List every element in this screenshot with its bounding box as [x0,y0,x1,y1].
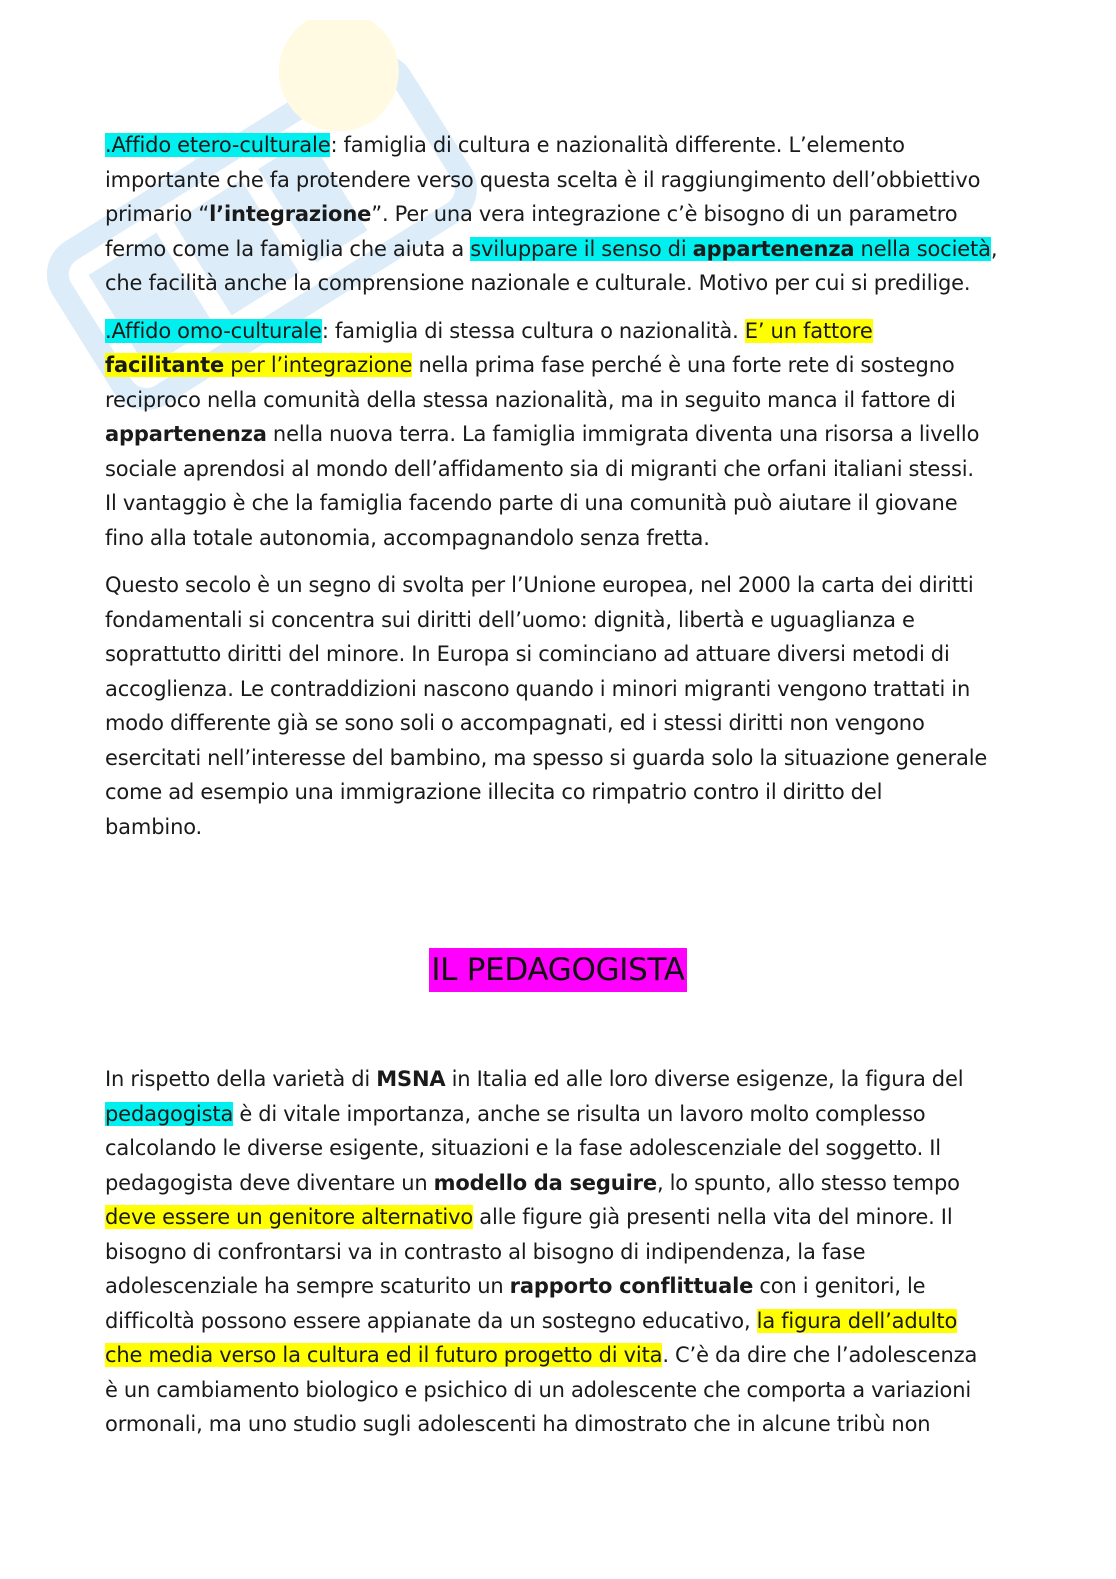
text-line [105,383,1015,418]
text-line [105,637,1015,672]
text-line [105,1407,1015,1442]
text-run: , lo spunto, allo stesso tempo [656,1170,960,1195]
text-run: sociale aprendosi al mondo dell’affidamento sia di migranti che orfani italiani stessi. [105,456,974,481]
highlighted-text: deve essere un genitore alternativo [105,1205,474,1229]
section-title: IL PEDAGOGISTA [429,948,686,992]
text-line [105,452,1015,487]
text-run: ”. Per una vera integrazione c’è bisogno di un parametro [371,202,958,226]
text-run: alle figure già presenti nella vita del minore. Il [473,1205,953,1229]
text-run: è un cambiamento biologico e psichico di un adolescente che comporta a variazioni [105,1377,972,1402]
bold-text: MSNA [376,1067,446,1091]
text-line [105,1166,1015,1201]
highlighted-text: .Affido omo-culturale [105,318,322,343]
highlighted-text: facilitante [105,353,225,377]
highlighted-text: pedagogista [105,1101,234,1126]
document-body [105,128,1015,857]
text-line [105,232,1015,267]
section-body [105,1062,1015,1455]
text-run: In rispetto della varietà di [105,1067,377,1091]
text-line [105,568,1015,603]
text-run: reciproco nella comunità della stessa nazionalità, ma in seguito manca il fattore di [105,387,956,412]
highlighted-text: E’ un fattore [744,318,873,343]
paragraph-unione-europea [105,568,1015,844]
bold-text: modello da seguire [433,1170,657,1195]
text-line [105,775,1015,810]
paragraph-affido-omo-culturale [105,314,1015,556]
bold-text: l’integrazione [209,202,372,226]
text-line [105,741,1015,776]
text-run: nella nuova terra. La famiglia immigrata diventa una risorsa a livello [266,422,980,446]
text-run: fermo come la famiglia che aiuta a [105,236,471,261]
highlighted-text: .Affido etero-culturale [105,133,331,157]
text-line [105,1062,1015,1097]
text-line [105,1235,1015,1270]
text-run: : famiglia di cultura e nazionalità differente. L’elemento [330,133,905,157]
text-run: modo differente già se sono soli o accompagnati, ed i stessi diritti non vengono [105,711,925,735]
text-line [105,197,1015,232]
highlighted-text: sviluppare il senso di [470,236,693,261]
text-line [105,128,1015,163]
text-run: con i genitori, le [753,1274,926,1298]
text-line [105,706,1015,741]
text-line [105,486,1015,521]
text-run: è di vitale importanza, anche se risulta un lavoro molto complesso [233,1101,926,1126]
paragraph-affido-etero-culturale [105,128,1015,301]
highlighted-text: per l’integrazione [224,353,413,377]
text-run: pedagogista deve diventare un [105,1170,434,1195]
text-line [105,810,1015,845]
bold-text: appartenenza [105,422,267,446]
text-line [105,348,1015,383]
text-line [105,314,1015,349]
text-line [105,603,1015,638]
text-run: soprattutto diritti del minore. In Europa si cominciano ad attuare diversi metodi di [105,642,950,666]
text-run: come ad esempio una immigrazione illecita co rimpatrio contro il diritto del [105,780,883,804]
text-run: primario “ [105,202,210,226]
paragraph-pedagogista [105,1062,1015,1442]
text-run: fondamentali si concentra sui diritti dell’uomo: dignità, libertà e uguaglianza e [105,607,915,632]
text-run: adolescenziale ha sempre scaturito un [105,1274,510,1298]
section-title-wrap [0,948,1116,992]
text-run: calcolando le diverse esigente, situazioni e la fase adolescenziale del soggetto. Il [105,1136,941,1160]
highlighted-text: nella società [854,236,991,261]
text-run: nella prima fase perché è una forte rete di sostegno [412,353,955,377]
text-line [105,521,1015,556]
text-run: esercitati nell’interesse del bambino, ma spesso si guarda solo la situazione generale [105,745,988,770]
text-line [105,672,1015,707]
text-line [105,1131,1015,1166]
text-run: : famiglia di stessa cultura o nazionalità. [321,318,745,343]
highlighted-text: che media verso la cultura ed il futuro progetto di vita [105,1343,663,1367]
text-line [105,163,1015,198]
text-line [105,1097,1015,1132]
text-run: Il vantaggio è che la famiglia facendo parte di una comunità può aiutare il giovane [105,491,958,515]
text-line [105,266,1015,301]
text-run: . C’è da dire che l’adolescenza [662,1343,978,1367]
text-line [105,1304,1015,1339]
text-run: che facilità anche la comprensione nazionale e culturale. Motivo per cui si predilige. [105,271,971,295]
text-run: bambino. [105,814,203,839]
highlighted-text: la figura dell’adulto [756,1308,958,1333]
bold-text: rapporto conflittuale [509,1274,754,1298]
text-run: ormonali, ma uno studio sugli adolescenti ha dimostrato che in alcune tribù non [105,1412,931,1436]
text-line [105,417,1015,452]
text-run: , [990,236,998,261]
text-line [105,1269,1015,1304]
text-line [105,1373,1015,1408]
text-run: importante che fa protendere verso questa scelta è il raggiungimento dell’obbiettivo [105,167,981,192]
text-run: difficoltà possono essere appianate da un sostegno educativo, [105,1308,757,1333]
text-run: in Italia ed alle loro diverse esigenze, la figura del [445,1067,964,1091]
text-run: accoglienza. Le contraddizioni nascono quando i minori migranti vengono trattati in [105,676,971,701]
highlighted-text: appartenenza [692,236,855,261]
text-line [105,1200,1015,1235]
text-run: fino alla totale autonomia, accompagnandolo senza fretta. [105,525,710,550]
text-run: bisogno di confrontarsi va in contrasto al bisogno di indipendenza, la fase [105,1239,866,1264]
text-run: Questo secolo è un segno di svolta per l’Unione europea, nel 2000 la carta dei diritti [105,573,974,597]
text-line [105,1338,1015,1373]
